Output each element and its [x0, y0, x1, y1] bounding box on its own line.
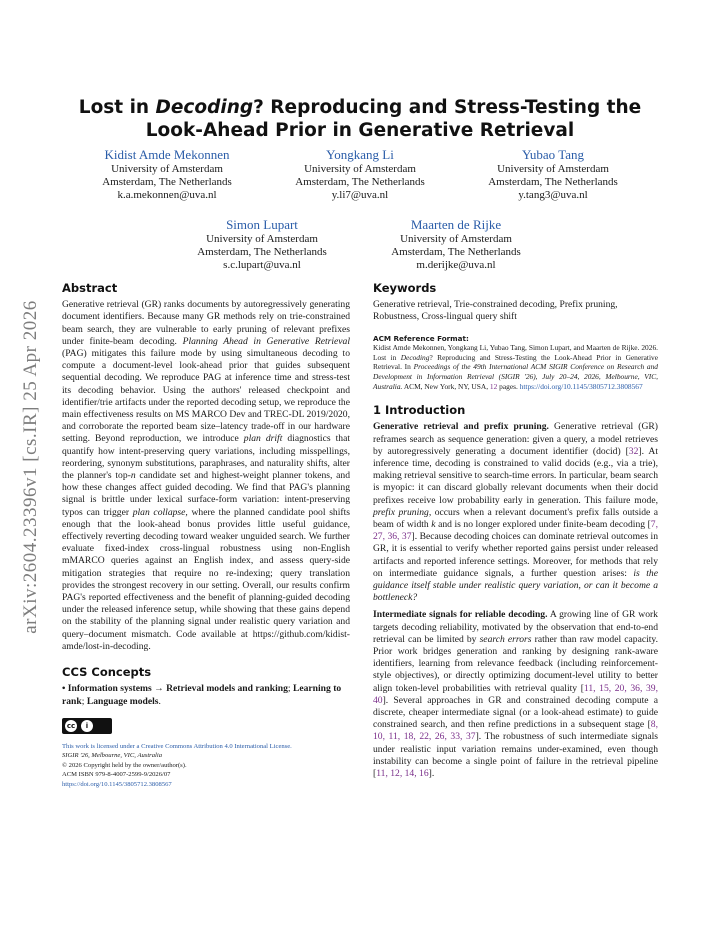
citation[interactable]: 11, 12, 14, 16 — [376, 768, 429, 780]
cc-by-badge-icon[interactable]: cc i — [62, 718, 112, 734]
reference-format-text: Kidist Amde Mekonnen, Yongkang Li, Yubao Tang, Simon Lupart, and Maarten de Rijke. 2026. Lost in Decoding? Reproducing and Stress-Testing the Look-Ahead Prior in Generative Retrieval. In Proceedings of the 49th International ACM SIGIR Conference on Research and Development in Information Retrieval (SIGIR '26), July 20–24, 2026, Melbourne, VIC, Australia. ACM, New York, NY, USA, 12 pages. https://doi.org/10.1145/3805712.3808567 — [373, 343, 658, 391]
citation[interactable]: 32 — [628, 445, 639, 457]
author-email[interactable]: m.derijke@uva.nl — [416, 259, 496, 272]
author-email[interactable]: y.li7@uva.nl — [331, 189, 389, 202]
author-name[interactable]: Yongkang Li — [326, 147, 394, 162]
author-location: Amsterdam, The Netherlands — [488, 176, 618, 189]
keywords-text: Generative retrieval, Trie-constrained decoding, Prefix pruning, Robustness, Cross-lingual query shift — [373, 299, 618, 323]
author-location: Amsterdam, The Netherlands — [391, 246, 521, 259]
ccs-text: • Information systems → Retrieval models and ranking; Learning to rank; Language models. — [62, 683, 342, 707]
license-link[interactable]: This work is licensed under a Creative Commons Attribution 4.0 International License. — [62, 742, 292, 750]
author-name[interactable]: Simon Lupart — [226, 217, 298, 232]
author-name[interactable]: Yubao Tang — [521, 147, 585, 162]
author-email[interactable]: k.a.mekonnen@uva.nl — [117, 189, 217, 202]
intro-paragraph-1: Generative retrieval and prefix pruning. Generative retrieval (GR) reframes search as sequence generation: given a query, a model retrieves by autoregressively generating a document identifier (docid) [32]. At inference time, decoding is constrained to valid docids (e.g., via a trie), making retrieval sensitive to search-time errors. In particular, beam search is myopic: it can discard globally relevant documents when their docid prefixes receive low probability early in generation. This failure mode, prefix pruning, occurs when a relevant document's prefix falls outside a beam of width k and is no longer explored under finite-beam decoding [7, 27, 36, 37]. Because decoding choices can dominate retrieval outcomes in GR, it is essential to verify whether reported gains persist under released artifacts and reported inference settings. Moreover, for methods that rely on intermediate guidance signals, a further question arises: is the guidance itself stable under realistic query variation, or can it become a bottleneck? — [373, 421, 659, 604]
citation[interactable]: 8, 10, 11, 18, 22, 26, 33, 37 — [373, 719, 658, 743]
reference-format-heading: ACM Reference Format: — [373, 333, 469, 343]
citation[interactable]: 11, 15, 20, 36, 39, 40 — [373, 682, 658, 706]
paper-title — [62, 96, 658, 142]
license-block — [62, 718, 350, 789]
ccs-heading: CCS Concepts — [62, 665, 152, 680]
title-line-1: Lost in Decoding? Reproducing and Stress-Testing the — [78, 97, 642, 118]
author-location: Amsterdam, The Netherlands — [102, 176, 232, 189]
abstract-heading: Abstract — [62, 281, 118, 295]
author-block — [351, 216, 561, 273]
author-block — [255, 146, 465, 203]
author-affiliation: University of Amsterdam — [304, 163, 416, 175]
keywords-heading: Keywords — [373, 281, 437, 295]
author-name[interactable]: Maarten de Rijke — [410, 217, 502, 232]
author-email[interactable]: y.tang3@uva.nl — [518, 189, 588, 202]
venue-line: SIGIR '26, Melbourne, VIC, Australia — [62, 752, 163, 760]
copyright-line: © 2026 Copyright held by the owner/author(s). — [62, 761, 187, 769]
author-location: Amsterdam, The Netherlands — [197, 246, 327, 259]
isbn-line: ACM ISBN 979-8-4007-2599-9/2026/07 — [62, 771, 171, 779]
author-affiliation: University of Amsterdam — [497, 163, 609, 175]
author-block — [157, 216, 367, 273]
intro-paragraph-2: Intermediate signals for reliable decoding. A growing line of GR work targets decoding reliability, motivated by the observation that end-to-end retrieval can be limited by search errors rather than raw model capacity. Prior work bridges generation and ranking by designing rank-aware identifiers, learning from relevance feedback (including reinforcement-style objectives), or directly optimizing document-level utility to better align token-level probabilities with retrieval quality [11, 15, 20, 36, 39, 40]. Several approaches in GR and constrained decoding compute a discrete, cheaper intermediate signal (or a look-ahead estimate) to guide constrained search, and then refine predictions in a subsequent stage [8, 10, 11, 18, 22, 26, 33, 37]. The robustness of such intermediate signals under realistic input variation remains under-examined, even though instability can become a single point of failure in the retrieval pipeline [11, 12, 14, 16]. — [373, 609, 658, 780]
author-block — [62, 146, 272, 203]
author-email[interactable]: s.c.lupart@uva.nl — [223, 259, 301, 272]
author-location: Amsterdam, The Netherlands — [295, 176, 425, 189]
abstract-text: Generative retrieval (GR) ranks documents by autoregressively generating document identifiers. Because many GR methods rely on trie-constrained beam search, they are vulnerable to early pruning of relevant prefixes under finite-beam decoding. Planning Ahead in Generative Retrieval (PAG) mitigates this failure mode by using simultaneous decoding to compute a document-level look-ahead prior that guides subsequent sequential decoding. We reproduce PAG at inference time and stress-test its decoding behavior. Using the authors' released checkpoint and identifier/trie artifacts under the reported decoding setup, we reproduce the main effectiveness results on MS MARCO Dev and TREC-DL 2019/2020, and corroborate the reported beam size–latency trade-off in our hardware setting. Beyond reproduction, we introduce plan drift diagnostics that quantify how intent-preserving query variations, including misspellings, reordering, synonym substitutions, paraphrases, and naturality shifts, alter the planner's top-n candidate set and highest-weight planner tokens, and how these changes affect guided decoding. We find that PAG's planning signal is brittle under lexical surface-form variation: intent-preserving typos can trigger plan collapse, where the planned candidate pool shifts enough that the look-ahead bonus provides little useful guidance, effectively reverting decoding toward weaker unguided search. We further evaluate fixed-index cross-lingual robustness using non-English mMARCO queries against an English index, and assess query-side mitigation strategies that require no re-indexing; query translation provides the strongest recovery in our setting. Overall, our results confirm PAG's reported effectiveness and the benefit of planning-guided decoding under the released inference setup, while showing that these gains depend on the stability of the planning signal under realistic query variation and query–document mismatch. Code available at https://github.com/kidist-amde/lost-in-decoding. — [62, 299, 351, 652]
introduction-heading: 1 Introduction — [373, 403, 466, 418]
author-affiliation: University of Amsterdam — [206, 233, 318, 245]
left-column — [62, 282, 350, 789]
right-column — [373, 282, 658, 780]
author-affiliation: University of Amsterdam — [400, 233, 512, 245]
title-line-2: Look-Ahead Prior in Generative Retrieval — [145, 120, 575, 141]
author-block — [448, 146, 658, 203]
author-name[interactable]: Kidist Amde Mekonnen — [104, 147, 230, 162]
author-affiliation: University of Amsterdam — [111, 163, 223, 175]
doi-link[interactable]: https://doi.org/10.1145/3805712.3808567 — [62, 780, 172, 788]
citation[interactable]: 7, 27, 36, 37 — [373, 519, 658, 543]
reference-doi-link[interactable]: https://doi.org/10.1145/3805712.3808567 — [519, 381, 643, 391]
arxiv-stamp: arXiv:2604.23396v1 [cs.IR] 25 Apr 2026 — [20, 300, 41, 634]
